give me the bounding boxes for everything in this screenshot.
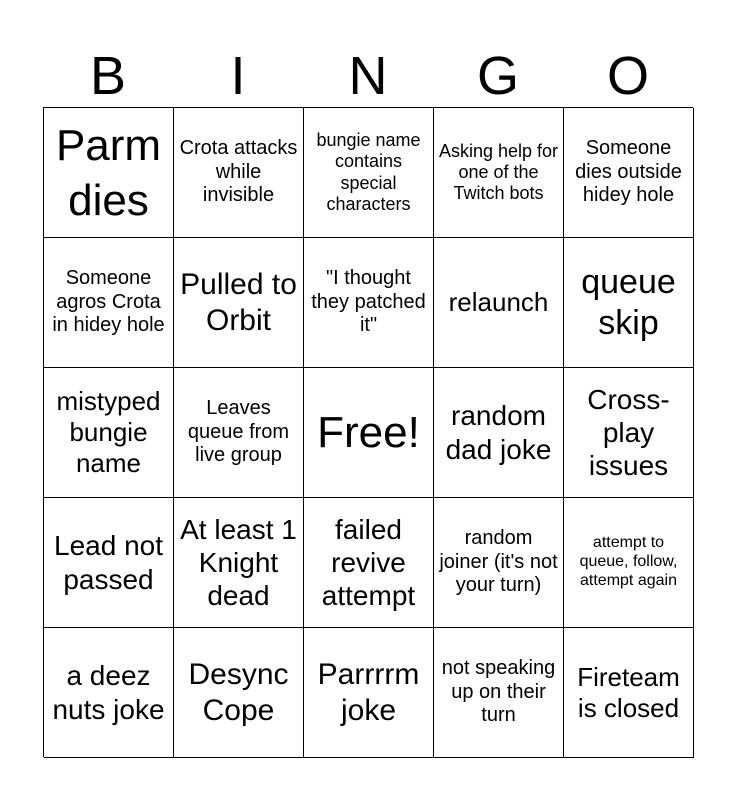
bingo-cell[interactable]: [44, 628, 174, 758]
header-letter-i: I: [230, 46, 246, 106]
bingo-cell[interactable]: [174, 628, 304, 758]
cell-text: Parm dies: [55, 120, 162, 225]
bingo-cell[interactable]: [304, 108, 434, 238]
cell-text: queue skip: [581, 263, 676, 342]
header-letter-n: N: [348, 46, 388, 106]
bingo-cell[interactable]: [434, 498, 564, 628]
cell-text: Someone agros Crota in hidey hole: [52, 267, 165, 337]
bingo-cell[interactable]: [564, 368, 694, 498]
bingo-header: [43, 44, 693, 108]
cell-text: relaunch: [448, 287, 549, 318]
cell-text: a deez nuts joke: [52, 660, 165, 725]
bingo-board: [43, 107, 693, 757]
cell-text: "I thought they patched it": [311, 267, 426, 337]
cell-text: attempt to queue, follow, attempt again: [579, 534, 678, 589]
bingo-cell[interactable]: [434, 108, 564, 238]
cell-text: Crota attacks while invisible: [179, 137, 298, 207]
bingo-cell[interactable]: [434, 238, 564, 368]
cell-text: Parrrrm joke: [317, 658, 420, 727]
bingo-cell[interactable]: [44, 368, 174, 498]
bingo-cell[interactable]: [174, 108, 304, 238]
cell-text: Lead not passed: [54, 530, 163, 595]
cell-text: At least 1 Knight dead: [180, 513, 297, 612]
bingo-cell[interactable]: [304, 498, 434, 628]
bingo-cell[interactable]: [564, 628, 694, 758]
bingo-cell[interactable]: [304, 238, 434, 368]
cell-text: bungie name contains special characters: [316, 130, 421, 214]
cell-text: not speaking up on their turn: [441, 657, 556, 727]
header-letter-b: B: [89, 46, 127, 106]
cell-text: Pulled to Orbit: [180, 268, 297, 337]
cell-text: random dad joke: [445, 400, 552, 465]
cell-text: mistyped bungie name: [56, 386, 161, 478]
cell-text: random joiner (it's not your turn): [439, 527, 558, 597]
cell-text: Desync Cope: [188, 658, 289, 727]
bingo-cell[interactable]: [564, 498, 694, 628]
cell-text: Fireteam is closed: [577, 661, 680, 723]
cell-text: Leaves queue from live group: [187, 397, 290, 467]
bingo-cell[interactable]: [434, 628, 564, 758]
bingo-cell[interactable]: [564, 108, 694, 238]
bingo-cell[interactable]: [174, 368, 304, 498]
bingo-cell[interactable]: [44, 108, 174, 238]
bingo-cell[interactable]: [174, 238, 304, 368]
free-space-text: Free!: [317, 407, 420, 457]
free-space[interactable]: [304, 368, 434, 498]
cell-text: Cross-play issues: [587, 383, 670, 482]
cell-text: Someone dies outside hidey hole: [575, 137, 682, 207]
cell-text: failed revive attempt: [321, 513, 416, 612]
bingo-cell[interactable]: [304, 628, 434, 758]
cell-text: Asking help for one of the Twitch bots: [438, 140, 559, 204]
bingo-cell[interactable]: [44, 498, 174, 628]
bingo-cell[interactable]: [434, 368, 564, 498]
bingo-cell[interactable]: [44, 238, 174, 368]
header-letter-o: O: [606, 46, 649, 106]
header-letter-g: G: [476, 46, 519, 106]
bingo-cell[interactable]: [174, 498, 304, 628]
bingo-cell[interactable]: [564, 238, 694, 368]
